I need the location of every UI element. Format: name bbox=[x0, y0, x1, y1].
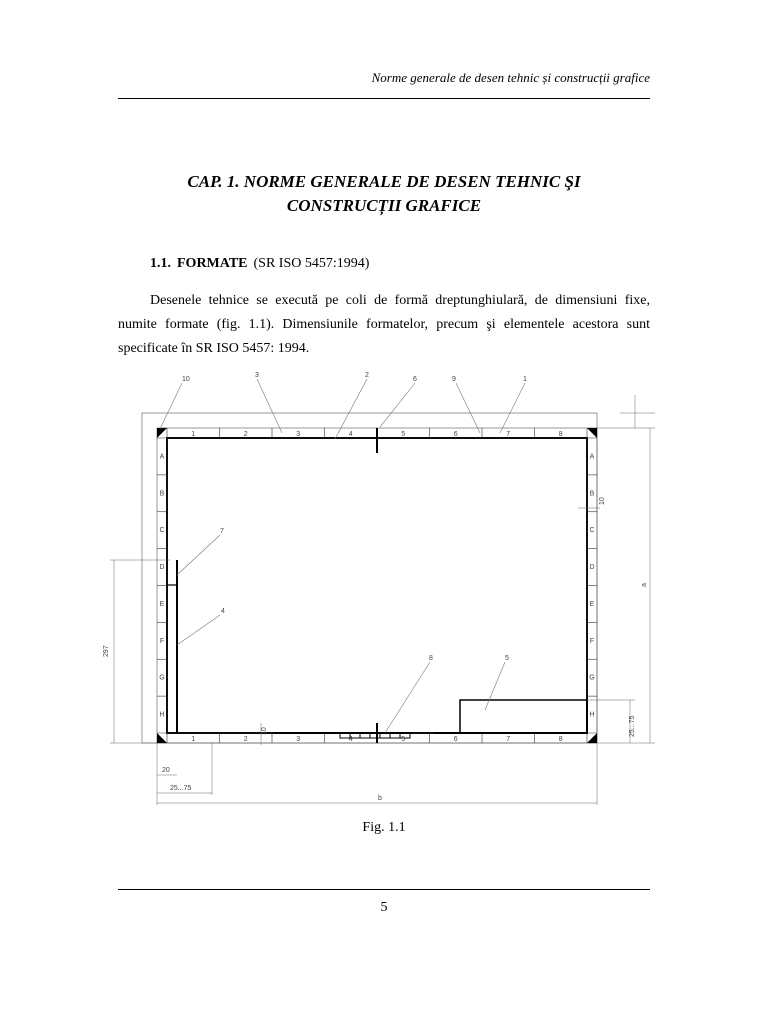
grid-col-label-top: 4 bbox=[348, 431, 353, 438]
trimming-marks bbox=[157, 428, 597, 743]
grid-row-label-left: B bbox=[159, 490, 165, 498]
grid-col-label-bottom: 4 bbox=[348, 736, 353, 743]
drawing-sheet-diagram bbox=[100, 365, 660, 815]
drawing-area-border bbox=[167, 438, 587, 733]
callout-5: 5 bbox=[505, 655, 509, 662]
callout-10: 10 bbox=[182, 376, 190, 383]
grid-col-label-top: 3 bbox=[296, 431, 301, 438]
sheet-frame bbox=[157, 428, 597, 743]
grid-row-label-left: C bbox=[159, 527, 165, 535]
title-block bbox=[460, 700, 587, 733]
callout-6: 6 bbox=[413, 376, 417, 383]
grid-col-label-bottom: 3 bbox=[296, 736, 301, 743]
dim-a: a bbox=[641, 583, 648, 587]
section-number: 1.1. bbox=[150, 256, 171, 271]
grid-col-label-bottom: 6 bbox=[453, 736, 458, 743]
section-standard: (SR ISO 5457:1994) bbox=[253, 256, 370, 271]
grid-col-label-top: 5 bbox=[401, 431, 406, 438]
callout-8: 8 bbox=[429, 655, 433, 662]
callout-7: 7 bbox=[220, 528, 224, 535]
figure-drawing-sheet bbox=[100, 365, 660, 815]
callout-9: 9 bbox=[452, 376, 456, 383]
grid-col-label-bottom: 7 bbox=[506, 736, 511, 743]
grid-row-label-left: D bbox=[159, 564, 165, 572]
grid-col-label-bottom: 8 bbox=[558, 736, 563, 743]
dim-10-bottom: 10 bbox=[261, 727, 268, 735]
header-rule bbox=[118, 98, 650, 99]
grid-row-label-right: F bbox=[589, 637, 595, 645]
callout-4: 4 bbox=[221, 608, 225, 615]
callout-1: 1 bbox=[523, 376, 527, 383]
grid-row-label-left: G bbox=[159, 674, 165, 682]
grid-row-label-left: F bbox=[159, 637, 165, 645]
dim-10-right: 10 bbox=[599, 497, 606, 505]
grid-row-label-right: C bbox=[589, 527, 595, 535]
trimmed-sheet-outline bbox=[142, 413, 597, 743]
grid-col-label-top: 8 bbox=[558, 431, 563, 438]
dim-20: 20 bbox=[162, 767, 170, 774]
dim-b: b bbox=[378, 795, 382, 802]
grid-row-label-left: A bbox=[159, 453, 165, 461]
grid-col-label-bottom: 5 bbox=[401, 736, 406, 743]
grid-row-label-right: H bbox=[589, 711, 595, 719]
section-name: FORMATE bbox=[177, 256, 248, 271]
grid-col-label-top: 1 bbox=[191, 431, 196, 438]
chapter-title-line2: CONSTRUCȚII GRAFICE bbox=[286, 196, 482, 215]
dim-297: 297 bbox=[103, 645, 110, 657]
body-paragraph: Desenele tehnice se execută pe coli de formă dreptunghiulară, de dimensiuni fixe, numite formate (fig. 1.1). Dimensiunile formatelor, precum şi elementele acestora sunt specificate în SR ISO 5457: 1994. bbox=[118, 293, 650, 356]
grid-row-label-left: H bbox=[159, 711, 165, 719]
chapter-title bbox=[118, 170, 650, 218]
grid-row-label-left: E bbox=[159, 600, 165, 608]
grid-row-label-right: B bbox=[589, 490, 595, 498]
dimension-lines bbox=[110, 395, 655, 805]
grid-col-label-top: 6 bbox=[453, 431, 458, 438]
dim-25-75-bottom: 25...75 bbox=[170, 785, 192, 792]
grid-row-label-right: E bbox=[589, 600, 595, 608]
dim-25-75-right: 25...75 bbox=[629, 715, 636, 737]
grid-col-label-bottom: 2 bbox=[243, 736, 248, 743]
page-number: 5 bbox=[380, 900, 388, 915]
grid-col-label-top: 7 bbox=[506, 431, 511, 438]
section-heading bbox=[150, 256, 369, 272]
callout-leaders bbox=[160, 379, 525, 733]
grid-col-label-top: 2 bbox=[243, 431, 248, 438]
callout-3: 3 bbox=[255, 372, 259, 379]
footer-rule bbox=[118, 889, 650, 890]
running-header: Norme generale de desen tehnic și construcții grafice bbox=[371, 70, 650, 85]
grid-row-label-right: G bbox=[589, 674, 595, 682]
callout-2: 2 bbox=[365, 372, 369, 379]
figure-caption: Fig. 1.1 bbox=[362, 820, 406, 835]
chapter-title-line1: CAP. 1. NORME GENERALE DE DESEN TEHNIC ŞI bbox=[187, 172, 581, 191]
grid-col-label-bottom: 1 bbox=[191, 736, 196, 743]
grid-row-label-right: D bbox=[589, 564, 595, 572]
grid-row-label-right: A bbox=[589, 453, 595, 461]
